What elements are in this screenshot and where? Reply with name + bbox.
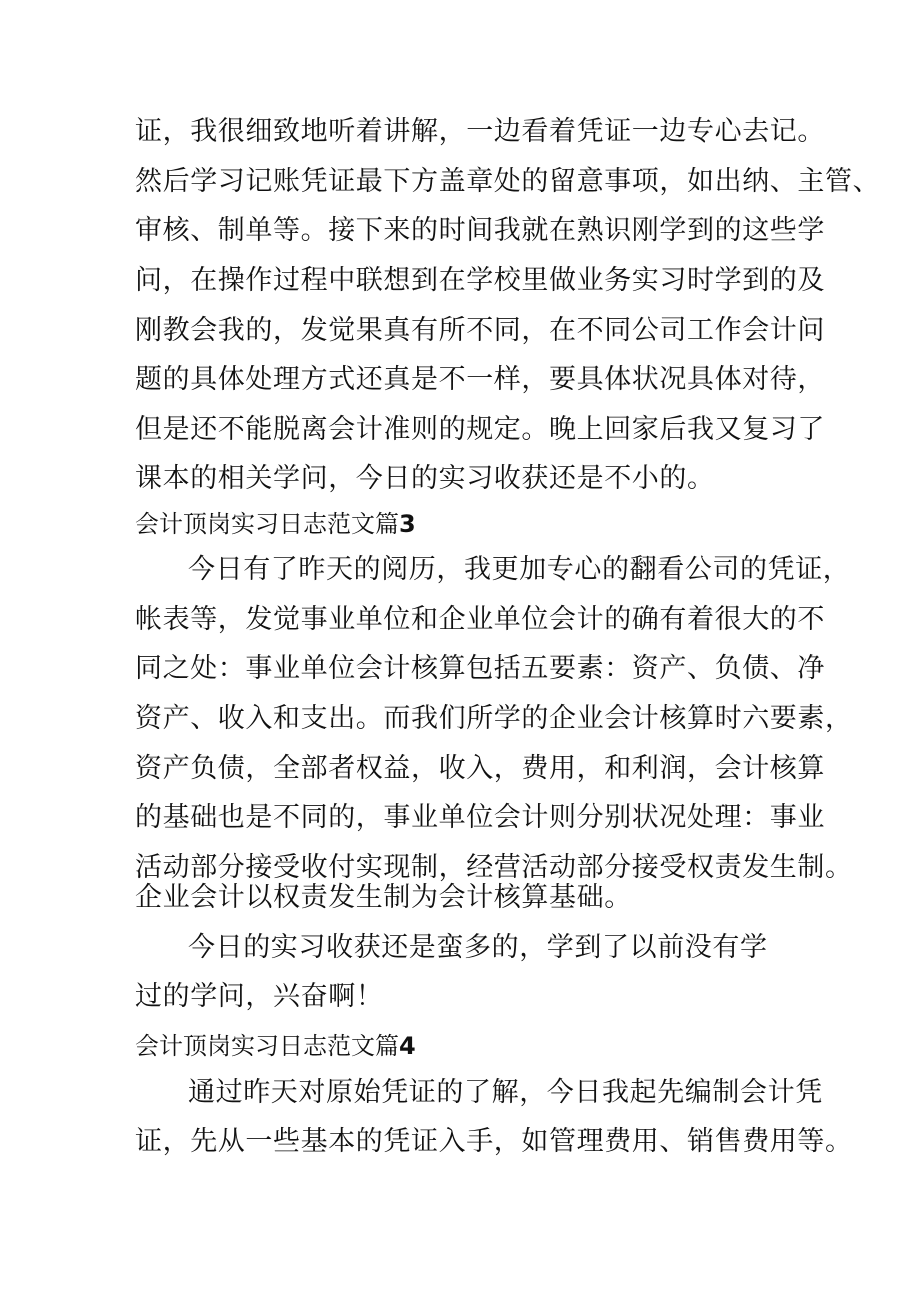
body-text-line: 过的学问，兴奋啊！ (135, 981, 384, 1012)
body-text-line: 问，在操作过程中联想到在学校里做业务实习时学到的及 (135, 265, 825, 296)
body-text-line: 题的具体处理方式还真是不一样，要具体状况具体对待， (135, 364, 825, 395)
body-text-line: 通过昨天对原始凭证的了解，今日我起先编制会计凭 (188, 1077, 823, 1108)
section-heading-text: 会计顶岗实习日志范文篇 (135, 1032, 399, 1060)
body-text-line: 课本的相关学问，今日的实习收获还是不小的。 (135, 463, 715, 494)
body-text-line: 证，先从一些基本的凭证入手，如管理费用、销售费用等。 (135, 1126, 853, 1157)
body-text-line: 的基础也是不同的，事业单位会计则分别状况处理：事业 (135, 802, 825, 833)
body-text-line: 今日的实习收获还是蛮多的，学到了以前没有学 (188, 932, 768, 963)
body-text-line: 帐表等，发觉事业单位和企业单位会计的确有着很大的不 (135, 604, 825, 635)
body-text-line: 审核、制单等。接下来的时间我就在熟识刚学到的这些学 (135, 215, 825, 246)
body-text-line: 资产、收入和支出。而我们所学的企业会计核算时六要素， (135, 703, 853, 734)
section-heading-text: 会计顶岗实习日志范文篇 (135, 510, 399, 538)
section-heading-number: 4 (399, 1032, 416, 1060)
section-heading-number: 3 (399, 510, 416, 538)
body-text-line: 活动部分接受收付实现制，经营活动部分接受权责发生制。 (135, 852, 853, 883)
body-text-line: 刚教会我的，发觉果真有所不同，在不同公司工作会计问 (135, 315, 825, 346)
body-text-line: 证，我很细致地听着讲解，一边看着凭证一边专心去记。 (135, 116, 825, 147)
body-text-line: 资产负债，全部者权益，收入，费用，和利润，会计核算 (135, 753, 825, 784)
section-heading (135, 1028, 416, 1064)
section-heading (135, 506, 416, 542)
body-text-line: 今日有了昨天的阅历，我更加专心的翻看公司的凭证， (188, 554, 851, 585)
body-text-line: 但是还不能脱离会计准则的规定。晚上回家后我又复习了 (135, 414, 825, 445)
body-text-line: 然后学习记账凭证最下方盖章处的留意事项，如出纳、主管、 (135, 166, 881, 197)
body-text-line: 同之处：事业单位会计核算包括五要素：资产、负债、净 (135, 653, 825, 684)
body-text-line: 企业会计以权责发生制为会计核算基础。 (135, 882, 632, 913)
